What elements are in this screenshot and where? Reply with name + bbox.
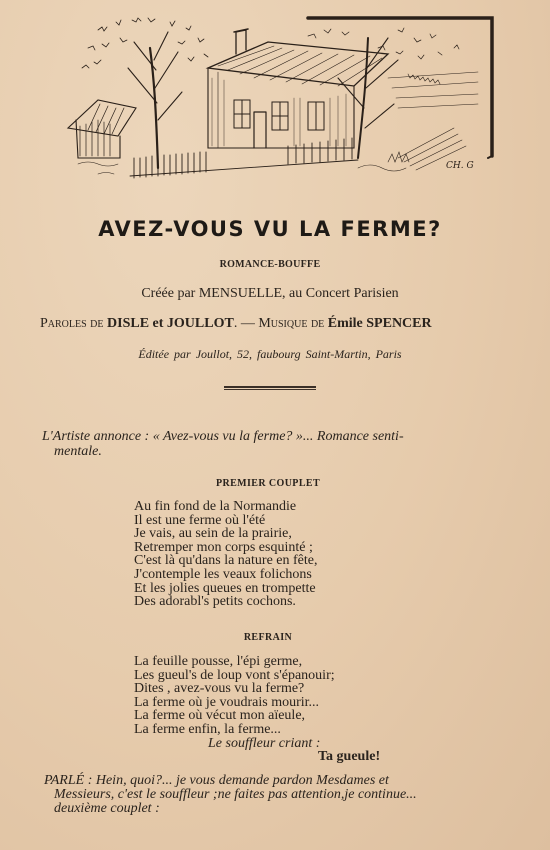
song-genre: ROMANCE-BOUFFE (219, 259, 321, 270)
farmhouse-illustration (58, 8, 498, 193)
stage-direction: Le souffleur criant : (208, 735, 321, 751)
publisher-note: Éditée par Joullot, 52, faubourg Saint-Martin, Paris (138, 347, 402, 361)
music-label: Musique de (258, 316, 325, 331)
verse-line: J'contemple les veaux folichons (134, 566, 312, 582)
refrain-line: La ferme enfin, la ferme... (134, 721, 281, 737)
verse-line: Des adorabl's petits cochons. (134, 594, 296, 610)
credits-line (40, 316, 510, 332)
spoken-line: Messieurs, c'est le souffleur ;ne faites pas attention,je continue... (54, 787, 417, 802)
refrain-line: Dites , avez-vous vu la ferme? (134, 681, 305, 697)
couplet-heading: PREMIER COUPLET (215, 478, 321, 489)
verse-line: Retremper mon corps esquinté ; (134, 539, 313, 555)
announcement-line: mentale. (54, 444, 102, 459)
lyrics-label: Paroles de (40, 316, 104, 331)
verse-line: Au fin fond de la Normandie (134, 499, 297, 514)
song-title: AVEZ-VOUS VU LA FERME? (98, 217, 442, 241)
prompter-exclamation: Ta gueule! (318, 749, 381, 765)
section-divider (224, 386, 316, 390)
announcement-line: L'Artiste annonce : « Avez-vous vu la ferme? »... Romance senti- (42, 429, 404, 444)
spoken-interlude (44, 774, 504, 816)
refrain-line: La ferme où vécut mon aïeule, (134, 708, 306, 724)
verse-line: Il est une ferme où l'été (134, 512, 266, 528)
refrain-verse (134, 655, 514, 764)
refrain-line: La ferme où je voudrais mourir... (134, 694, 320, 710)
creation-note: Créée par MENSUELLE, au Concert Parisien (141, 286, 399, 301)
composer: Émile SPENCER (327, 316, 432, 331)
verse-line: C'est là qu'dans la nature en fête, (134, 553, 318, 569)
refrain-line: Les gueul's de loup vont s'épanouir; (134, 667, 335, 683)
verse-line: Et les jolies queues en trompette (134, 580, 316, 596)
spoken-line: deuxième couplet : (54, 801, 160, 816)
refrain-heading: REFRAIN (243, 632, 293, 643)
verse-line: Je vais, au sein de la prairie, (134, 526, 292, 542)
couplet-verse (134, 500, 514, 609)
spoken-line: PARLÉ : Hein, quoi?... je vous demande pardon Mesdames et (44, 773, 389, 788)
artist-announcement (42, 429, 512, 459)
credits-separator: . — (233, 316, 255, 331)
refrain-line: La feuille pousse, l'épi germe, (134, 654, 303, 669)
illustration-signature: CH. G (446, 161, 474, 171)
lyricists: DISLE et JOULLOT (107, 316, 234, 331)
